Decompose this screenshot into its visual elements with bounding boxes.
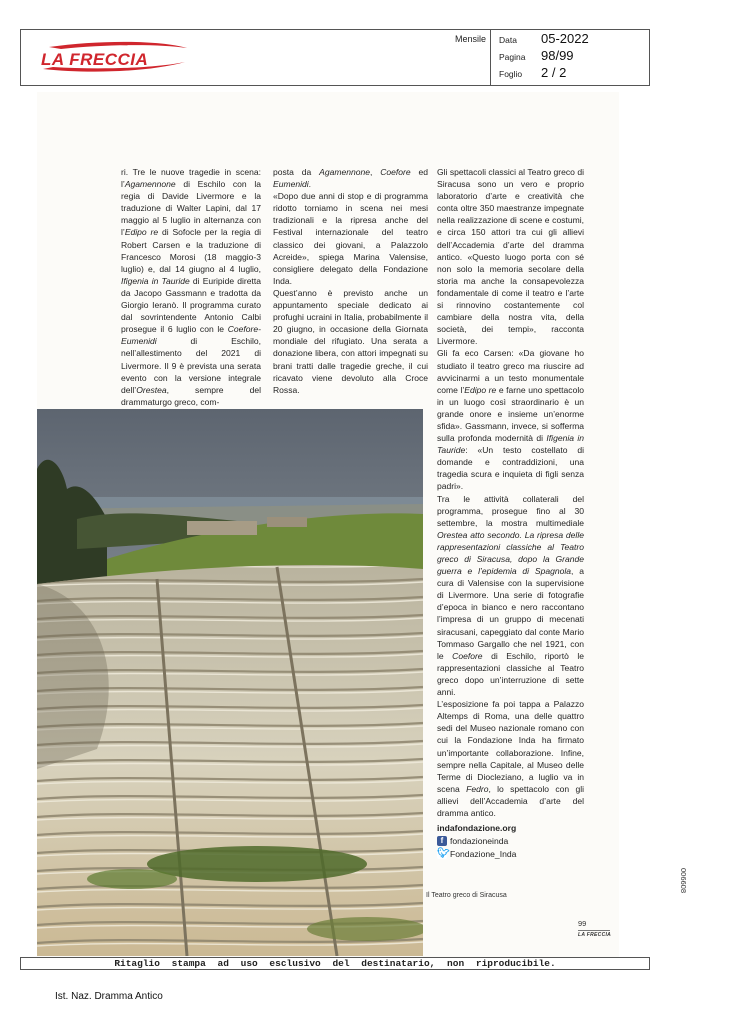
facebook-link[interactable]: f fondazioneinda [437, 834, 584, 847]
frequency-label: Mensile [455, 34, 487, 44]
website-link[interactable]: indafondazione.org [437, 822, 517, 833]
meta-date-label: Data [499, 35, 517, 45]
meta-sheet-label: Foglio [499, 69, 523, 79]
page-number: 99 [578, 919, 587, 928]
logo-text: LA FRECCIA [41, 50, 149, 69]
article-column-3 [437, 166, 584, 860]
article-column-2 [273, 166, 428, 396]
twitter-icon: 🐦︎ [437, 847, 450, 859]
photo-caption: Il Teatro greco di Siracusa [426, 892, 507, 899]
column-2-paragraph-2: «Dopo due anni di stop e di programma ridotto torniamo in scena nei mesi tradizionali e la ripresa anche del Festival internazionale del teatro classico dei giovani, a Palazzolo Acreide», spiega Marina Valensise, consigliere delegato della Fondazione Inda. [273, 191, 428, 286]
meta-page-value: 98/99 [541, 48, 574, 63]
clipping-code: 006608 [679, 868, 688, 894]
la-freccia-logo [39, 38, 189, 78]
teatro-greco-photo [37, 409, 423, 956]
issue-meta-box [490, 29, 650, 86]
column-3-paragraph-4: L’esposizione fa poi tappa a Palazzo Altemps di Roma, una delle quattro sedi del Museo nazionale romano con cui la Fondazione Inda ha firmato un’importante collaborazione. Infine, sempre nella Capitale, al Museo delle Terme di Diocleziano, a luglio va in scena Fedro, lo spettacolo con gli allievi dell’Accademia d’arte del dramma antico. [437, 699, 584, 818]
copyright-notice: Ritaglio stampa ad uso esclusivo del destinatario, non riproducibile. [114, 958, 556, 969]
article-clipping [37, 92, 619, 958]
column-3-paragraph-2: Gli fa eco Carsen: «Da giovane ho studiato il teatro greco ma riuscire ad avvicinarmi a un testo monumentale come l’Edipo re e farne uno spettacolo in un luogo così straordinario è un grande onore e insieme un’enorme sfida». Gassmann, invece, si sofferma sulla profonda modernità di Ifigenia in Tauride: «Un testo costellato di domande e contraddizioni, una tragedia scura e inquieta di figli senza padri». [437, 348, 584, 492]
page-number-rule [578, 930, 610, 931]
meta-sheet-value: 2 / 2 [541, 65, 567, 80]
clipping-footer [20, 957, 650, 970]
column-3-paragraph-1: Gli spettacoli classici al Teatro greco di Siracusa sono un vero e proprio laboratorio d’arte e creatività che conta oltre 350 maestranze impegnate nella realizzazione di scene e costumi, e circa 150 attori tra cui gli allievi dell’Accademia d’arte del dramma antico. «Questo luogo porta con sé non solo la memoria secolare della storia ma anche la consapevolezza fondamentale di come il teatro e l’arte si rinnovino costantemente col cambiare della nostra vita, della società, dei tempi», racconta Livermore. [437, 167, 584, 347]
column-3-paragraph-3: Tra le attività collaterali del programma, prosegue fino al 30 settembre, la mostra multimediale Orestea atto secondo. La ripresa delle rappresentazioni classiche al Teatro greco di Siracusa, dopo la Grande guerra e l’epidemia di Spagnola, a cura di Valensise con la supervisione di Livermore. Una serie di fotografie d’epoca in bianco e nero raccontano l’impresa di un gruppo di mecenati siracusani, capeggiato dal conte Mario Tommaso Gargallo che nel 1921, con le Coefore di Eschilo, riportò le rappresentazioni classiche al Teatro greco dopo un’interruzione di sette anni. [437, 493, 584, 698]
page-brand: LA FRECCIA [578, 932, 612, 938]
column-2-paragraph-3: Quest’anno è previsto anche un appuntamento speciale dedicato ai profughi ucraini in Italia, probabilmente il 20 giugno, in occasione della Giornata mondiale del rifugiato. Una serata a donazione libera, con attori impegnati su brani tratti dalle tragedie greche, il cui ricavato viene devoluto alla Croce Rossa. [273, 287, 428, 395]
source-label: Ist. Naz. Dramma Antico [55, 991, 163, 1002]
article-column-1 [121, 166, 261, 408]
column-2-paragraph-1: posta da Agamennone, Coefore ed Eumenidi. [273, 167, 428, 190]
meta-page-label: Pagina [499, 52, 526, 62]
facebook-icon: f [437, 836, 447, 846]
meta-date-value: 05-2022 [541, 31, 589, 46]
contact-links [437, 821, 584, 860]
twitter-link[interactable]: 🐦︎ Fondazione_Inda [437, 847, 517, 859]
column-1-paragraph: ri. Tre le nuove tragedie in scena: l’Agamennone di Eschilo con la regia di Davide Livermore e la traduzione di Walter Lapini, dal 17 maggio al 5 luglio in alternanza con l’Edipo re di Sofocle per la regia di Robert Carsen e la traduzione di Francesco Morosi (18 maggio-3 luglio) e, dal 14 giugno al 4 luglio, Ifigenia in Tauride di Euripide diretta da Jacopo Gassmann e tradotta da Giorgio Ieranò. Il programma curato dal sovrintendente Antonio Calbi prosegue il 6 luglio con le Coefore-Eumenidi di Eschilo, nell’allestimento del 2021 di Livermore. Il 9 è prevista una serata evento con la versione integrale dell’Orestea, sempre del drammaturgo greco, com- [121, 167, 262, 407]
